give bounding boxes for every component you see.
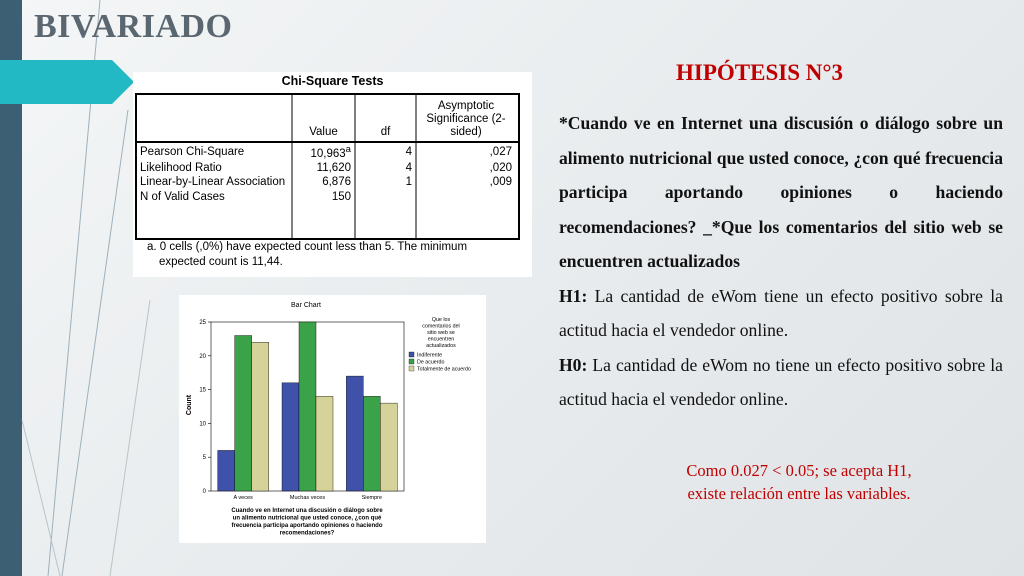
legend-swatch bbox=[409, 359, 414, 364]
bar bbox=[282, 383, 299, 491]
chart-title: Bar Chart bbox=[291, 302, 321, 309]
legend-swatch bbox=[409, 366, 414, 371]
x-axis-label-line: un alimento nutricional que usted conoce, ¿con qué bbox=[232, 515, 382, 522]
slide-title: BIVARIADO bbox=[34, 8, 233, 45]
chi-header-df: df bbox=[380, 126, 391, 138]
legend-title-line: Que los bbox=[431, 317, 451, 323]
chi-header-value: Value bbox=[309, 126, 338, 138]
hypothesis-title: HIPÓTESIS N°3 bbox=[676, 60, 844, 85]
chi-row-df: 4 bbox=[405, 161, 412, 174]
chi-header-row bbox=[136, 94, 516, 140]
chi-row-sig: ,009 bbox=[489, 176, 512, 189]
y-tick-label: 5 bbox=[202, 455, 206, 462]
h0-label: H0: bbox=[559, 354, 588, 375]
chi-value-footnote: a bbox=[345, 144, 351, 155]
bar bbox=[252, 342, 269, 491]
legend-label: De acuerdo bbox=[417, 359, 445, 366]
chi-footnote bbox=[147, 240, 467, 270]
bar bbox=[380, 403, 397, 491]
chi-row bbox=[136, 140, 516, 161]
chi-header-sig: Asymptotic Significance (2-sided) bbox=[426, 100, 506, 138]
chi-row-value: 11,620 bbox=[316, 161, 351, 174]
bar bbox=[316, 396, 333, 491]
bar bbox=[363, 396, 380, 491]
legend-title-line: sitio web se bbox=[427, 330, 455, 336]
chi-row-label: N of Valid Cases bbox=[140, 190, 225, 203]
h0-paragraph bbox=[559, 348, 1003, 417]
bar bbox=[346, 376, 363, 491]
chi-header-empty bbox=[136, 94, 292, 140]
h1-text: La cantidad de eWom tiene un efecto positivo sobre la actitud hacia el vendedor online. bbox=[559, 285, 1003, 340]
y-tick-label: 20 bbox=[199, 353, 206, 360]
chi-row-sig bbox=[416, 190, 516, 204]
x-tick-label: A veces bbox=[233, 495, 253, 501]
x-axis-label-line: recomendaciones? bbox=[279, 530, 335, 537]
x-axis-label-line: frecuencia participa aportando opiniones o haciendo bbox=[231, 523, 383, 529]
chi-row-value bbox=[292, 140, 355, 161]
arrow-accent-shape bbox=[0, 60, 134, 104]
bar bbox=[299, 322, 316, 491]
chi-row-label: Linear-by-Linear Association bbox=[140, 175, 286, 188]
question-text: *Cuando ve en Internet una discusión o diálogo sobre un alimento nutricional que usted conoce, ¿con qué frecuencia participa aportando opiniones o haciendo recomendaciones? _*Que los comentarios del sitio web se encuentren actualizados bbox=[559, 113, 1003, 271]
legend-label: Totalmente de acuerdo bbox=[417, 366, 471, 373]
x-tick-label: Siempre bbox=[361, 495, 383, 501]
chi-row-sig: ,020 bbox=[489, 161, 512, 174]
chi-square-table bbox=[136, 94, 516, 204]
chi-row-label: Likelihood Ratio bbox=[140, 161, 222, 174]
conclusion-text: Como 0.027 < 0.05; se acepta H1, existe relación entre las variables. bbox=[686, 461, 912, 503]
chi-row-df bbox=[355, 190, 416, 204]
y-tick-label: 25 bbox=[199, 320, 206, 326]
y-tick-label: 10 bbox=[199, 421, 206, 428]
chi-row-sig: ,027 bbox=[489, 145, 512, 158]
legend-title-line: comentarios del bbox=[422, 323, 460, 330]
chi-square-title: Chi-Square Tests bbox=[281, 74, 384, 88]
y-tick-label: 0 bbox=[202, 489, 206, 495]
h1-paragraph bbox=[559, 279, 1003, 348]
chi-square-table-image bbox=[133, 72, 532, 277]
chi-row bbox=[136, 190, 516, 204]
chi-footnote-line: a. 0 cells (,0%) have expected count less than 5. The minimum bbox=[147, 241, 468, 253]
y-tick-label: 15 bbox=[199, 387, 206, 394]
chi-row-label: Pearson Chi-Square bbox=[140, 145, 245, 158]
legend-label: Indiferente bbox=[417, 352, 443, 359]
bar bbox=[218, 450, 235, 491]
bar bbox=[235, 336, 252, 491]
chi-row-value: 6,876 bbox=[322, 176, 351, 189]
legend-swatch bbox=[409, 352, 414, 357]
legend-title-line: actualizados bbox=[426, 343, 456, 349]
chi-row bbox=[136, 161, 516, 175]
chi-row-value: 150 bbox=[331, 190, 351, 203]
hypothesis-body bbox=[559, 106, 1003, 417]
bar-chart bbox=[179, 295, 486, 543]
x-axis-label-line: Cuando ve en Internet una discusión o diálogo sobre bbox=[231, 508, 383, 514]
chi-footnote-line: expected count is 11,44. bbox=[159, 256, 283, 268]
chi-value-number: 10,963 bbox=[310, 147, 346, 160]
bar-chart-image bbox=[179, 295, 486, 543]
h1-label: H1: bbox=[559, 285, 588, 306]
chi-row bbox=[136, 175, 516, 190]
chi-row-df: 1 bbox=[405, 176, 412, 189]
legend-title-line: encuentren bbox=[427, 336, 455, 343]
x-tick-label: Muchas veces bbox=[289, 495, 326, 501]
chi-row-df: 4 bbox=[405, 145, 412, 158]
h0-text: La cantidad de eWom no tiene un efecto positivo sobre la actitud hacia el vendedor online. bbox=[559, 354, 1003, 409]
y-axis-label: Count bbox=[186, 394, 193, 416]
